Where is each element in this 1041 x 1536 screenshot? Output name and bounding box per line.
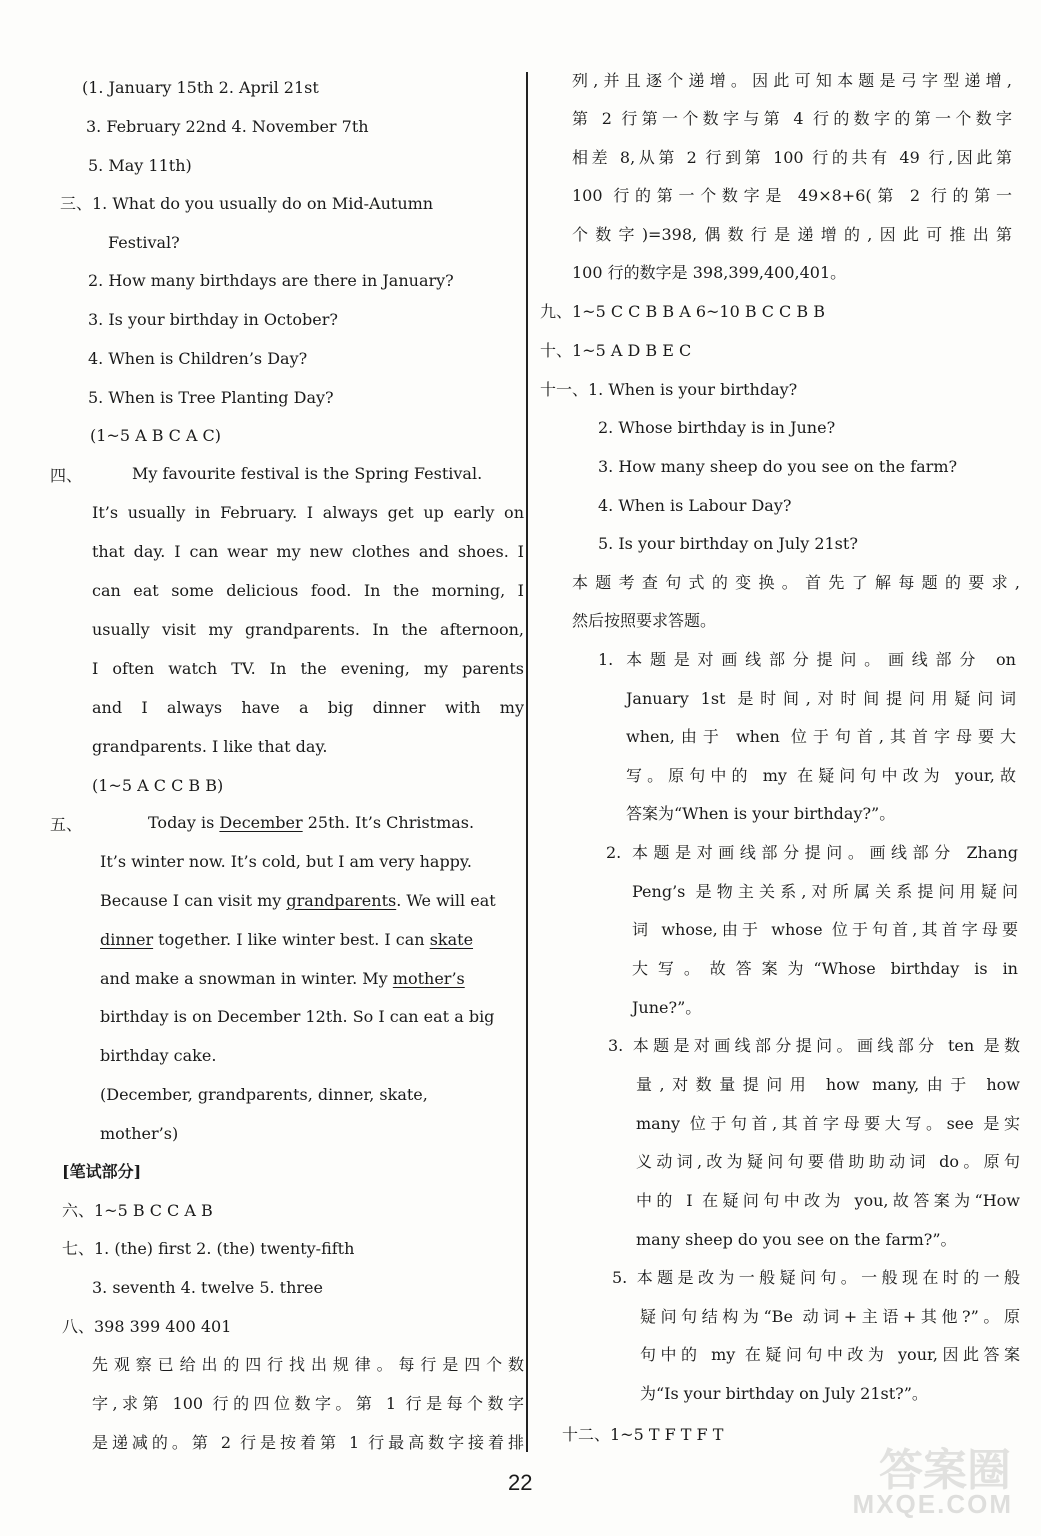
s2-answers-line1: (1. January 15th 2. April 21st xyxy=(82,78,319,97)
s7-answers-a: 七、1. (the) first 2. (the) twenty-fifth xyxy=(62,1239,355,1258)
s3-answers: (1~5 A B C A C) xyxy=(90,426,222,445)
s11-exp3-4: 义动词,改为疑问句要借助助动词 do。原句 xyxy=(636,1152,1020,1171)
underlined-dinner: dinner xyxy=(100,930,154,949)
s11-exp2-4: 大写。故答案为“Whose birthday is in xyxy=(632,959,1018,978)
s5-line-4: dinner together. I like winter best. I can skate xyxy=(100,930,474,949)
s5-line-2: It’s winter now. It’s cold, but I am very happy. xyxy=(100,852,472,871)
s8-continued-1: 列,并且逐个递增。因此可知本题是弓字型递增, xyxy=(572,71,1012,90)
s11-exp3-6: many sheep do you see on the farm?”。 xyxy=(636,1230,957,1249)
s5-line-7: birthday cake. xyxy=(100,1046,217,1065)
s11-exp1-3: when,由于 when 位于句首,其首字母要大 xyxy=(626,727,1016,746)
s8-continued-3: 相差 8,从第 2 行到第 100 行的共有 49 行,因此第 xyxy=(572,148,1012,167)
s11-exp1-5: 答案为“When is your birthday?”。 xyxy=(626,804,896,823)
underlined-december: December xyxy=(219,813,303,832)
s4-answers: (1~5 A C C B B) xyxy=(92,776,224,795)
watermark-logo: 答案圈 xyxy=(879,1445,1011,1496)
written-section-header: [笔试部分] xyxy=(62,1162,142,1181)
watermark xyxy=(831,1434,1021,1524)
s4-line-2: It’s usually in February. I always get up early on xyxy=(92,503,524,522)
s4-line-7: and I always have a big dinner with my xyxy=(92,698,524,717)
s8-explanation-3: 是递减的。第 2 行是按着第 1 行最高数字接着排 xyxy=(92,1433,524,1452)
underlined-skate: skate xyxy=(429,930,474,949)
s11-exp2-1: 2. 本题是对画线部分提问。画线部分 Zhang xyxy=(606,843,1018,862)
s8-continued-5: 个数字)=398,偶数行是递增的,因此可推出第 xyxy=(572,225,1012,244)
s8-continued-2: 第 2 行第一个数字与第 4 行的数字的第一个数字 xyxy=(572,109,1012,128)
s11-exp3-5: 中的 I 在疑问句中改为 you,故答案为“How xyxy=(636,1191,1020,1210)
s11-exp2-5: June?”。 xyxy=(632,998,702,1017)
s8-explanation-1: 先观察已给出的四行找出规律。每行是四个数 xyxy=(92,1355,524,1374)
s3-question-2: 2. How many birthdays are there in January? xyxy=(88,271,454,290)
s11-exp1-2: January 1st 是时间,对时间提问用疑问词 xyxy=(626,689,1016,708)
s3-question-5: 5. When is Tree Planting Day? xyxy=(88,388,334,407)
s5-line-9: mother’s) xyxy=(100,1124,179,1143)
s8-continued-4: 100 行的第一个数字是 49×8+6(第 2 行的第一 xyxy=(572,186,1012,205)
s4-line-3: that day. I can wear my new clothes and shoes. I xyxy=(92,542,524,561)
s11-question-1: 十一、1. When is your birthday? xyxy=(540,380,798,399)
s12-answers: 十二、1~5 T F T F T xyxy=(562,1425,724,1444)
underlined-grandparents: grandparents xyxy=(286,891,397,910)
s2-answers-line3: 5. May 11th) xyxy=(88,156,192,175)
s11-exp1-1: 1. 本题是对画线部分提问。画线部分 on xyxy=(598,650,1016,669)
s8-answers: 八、398 399 400 401 xyxy=(62,1317,232,1336)
s4-line-6: I often watch TV. In the evening, my parents xyxy=(92,659,524,678)
s8-continued-6: 100 行的数字是 398,399,400,401。 xyxy=(572,263,847,282)
s5-label: 五、 xyxy=(50,815,83,834)
page-number: 22 xyxy=(508,1470,533,1495)
s4-line-4: can eat some delicious food. In the morning, I xyxy=(92,581,524,600)
s5-line-1: Today is December 25th. It’s Christmas. xyxy=(148,813,475,832)
s3-question-1a: 三、1. What do you usually do on Mid-Autumn xyxy=(60,194,434,213)
s7-answers-b: 3. seventh 4. twelve 5. three xyxy=(92,1278,323,1297)
s3-question-1b: Festival? xyxy=(108,233,180,252)
s8-explanation-2: 字,求第 100 行的四位数字。第 1 行是每个数字 xyxy=(92,1394,524,1413)
s11-question-2: 2. Whose birthday is in June? xyxy=(598,418,836,437)
watermark-text: MXQE.COM xyxy=(852,1489,1013,1519)
underlined-mothers: mother’s xyxy=(392,969,465,988)
s11-exp1-4: 写。原句中的 my 在疑问句中改为 your,故 xyxy=(626,766,1016,785)
column-divider xyxy=(526,72,528,1452)
s5-line-8: (December, grandparents, dinner, skate, xyxy=(100,1085,428,1104)
s9-answers: 九、1~5 C C B B A 6~10 B C C B B xyxy=(540,302,825,321)
s6-answers: 六、1~5 B C C A B xyxy=(62,1201,213,1220)
s11-exp2-3: 词 whose,由于 whose 位于句首,其首字母要 xyxy=(632,920,1018,939)
s4-line-1: My favourite festival is the Spring Festival. xyxy=(132,464,483,483)
s11-question-4: 4. When is Labour Day? xyxy=(598,496,792,515)
s11-exp2-2: Peng’s 是物主关系,对所属关系提问用疑问 xyxy=(632,882,1018,901)
s11-intro-2: 然后按照要求答题。 xyxy=(572,611,717,630)
s5-line-3: Because I can visit my grandparents. We will eat xyxy=(100,891,496,910)
s11-exp5-1: 5. 本题是改为一般疑问句。一般现在时的一般 xyxy=(612,1268,1020,1287)
s4-line-8: grandparents. I like that day. xyxy=(92,737,328,756)
s11-question-5: 5. Is your birthday on July 21st? xyxy=(598,534,858,553)
s11-exp3-1: 3. 本题是对画线部分提问。画线部分 ten 是数 xyxy=(608,1036,1020,1055)
s5-line-6: birthday is on December 12th. So I can eat a big xyxy=(100,1007,495,1026)
s10-answers: 十、1~5 A D B E C xyxy=(540,341,692,360)
s11-exp5-3: 句中的 my 在疑问句中改为 your,因此答案 xyxy=(640,1345,1020,1364)
s4-label: 四、 xyxy=(50,466,83,485)
s11-exp5-2: 疑问句结构为“Be 动词+主语+其他?”。原 xyxy=(640,1307,1020,1326)
s3-question-4: 4. When is Children’s Day? xyxy=(88,349,308,368)
s11-question-3: 3. How many sheep do you see on the farm? xyxy=(598,457,958,476)
s11-exp5-4: 为“Is your birthday on July 21st?”。 xyxy=(640,1384,928,1403)
s4-line-5: usually visit my grandparents. In the afternoon, xyxy=(92,620,524,639)
s11-exp3-3: many 位于句首,其首字母要大写。see 是实 xyxy=(636,1114,1020,1133)
s3-question-3: 3. Is your birthday in October? xyxy=(88,310,338,329)
s11-intro-1: 本题考查句式的变换。首先了解每题的要求, xyxy=(572,573,1020,592)
s5-line-5: and make a snowman in winter. My mother’s xyxy=(100,969,465,988)
s11-exp3-2: 量,对数量提问用 how many,由于 how xyxy=(636,1075,1020,1094)
s2-answers-line2: 3. February 22nd 4. November 7th xyxy=(86,117,369,136)
